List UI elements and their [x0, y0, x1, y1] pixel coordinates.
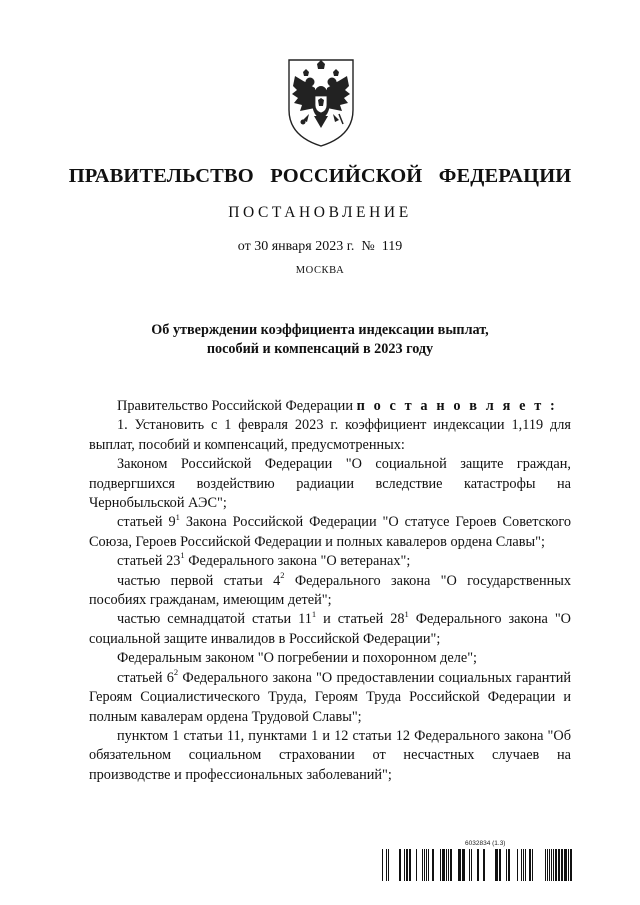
superscript: 1 — [311, 608, 317, 619]
heading-line-1: Об утверждении коэффициента индексации выплат, — [151, 322, 489, 338]
document-body — [89, 397, 571, 785]
superscript: 2 — [280, 569, 285, 580]
paragraph-6 — [89, 610, 571, 649]
russian-coat-of-arms-icon — [283, 56, 359, 148]
paragraph-1: 1. Установить с 1 февраля 2023 г. коэффициент индексации 1,119 для выплат, пособий и компенсаций, предусмотренных: — [89, 417, 571, 453]
text: статьей 6 — [117, 669, 174, 686]
resolves-word: п о с т а н о в л я е т : — [356, 398, 558, 414]
text: статьей 23 — [117, 553, 181, 570]
date-and-number: от 30 января 2023 г. № 119 — [237, 239, 403, 254]
text: Федерального закона "О предоставлении социальных гарантий Героям Социалистического Труда, Героям Труда Российской Федерации и полным кавалерам ордена Трудовой Славы"; — [89, 669, 572, 725]
document-type: ПОСТАНОВЛЕНИЕ — [228, 204, 412, 221]
paragraph-2: Законом Российской Федерации "О социальной защите граждан, подвергшихся воздействию радиации вследствие катастрофы на Чернобыльской АЭС"; — [89, 456, 571, 512]
government-title: ПРАВИТЕЛЬСТВО РОССИЙСКОЙ ФЕДЕРАЦИИ — [68, 165, 572, 187]
superscript: 1 — [175, 511, 180, 522]
barcode-icon — [382, 849, 572, 881]
text: частью первой статьи 4 — [117, 572, 281, 589]
text: Закона Российской Федерации "О статусе Героев Советского Союза, Героев Российской Федерации и полных кавалеров ордена Славы"; — [89, 514, 571, 550]
paragraph-9: пунктом 1 статьи 11, пунктами 1 и 12 статьи 12 Федерального закона "Об обязательном социальном страховании от несчастных случаев на производстве и профессиональных заболеваний"; — [89, 727, 571, 783]
heading-line-2: пособий и компенсаций в 2023 году — [206, 341, 434, 357]
preamble-text: Правительство Российской Федерации — [117, 398, 357, 414]
superscript: 2 — [173, 666, 179, 677]
superscript: 1 — [404, 608, 409, 619]
paragraph-4 — [89, 552, 571, 571]
text: статьей 9 — [117, 514, 176, 531]
paragraph-7: Федеральным законом "О погребении и похоронном деле"; — [117, 650, 478, 667]
text: Федерального закона "О социальной защите инвалидов в Российской Федерации"; — [89, 611, 571, 647]
document-heading — [0, 321, 640, 359]
paragraph-5 — [89, 569, 572, 611]
paragraph-8 — [89, 666, 572, 727]
superscript: 1 — [180, 550, 185, 561]
text: Федерального закона "О государственных пособиях гражданам, имеющим детей"; — [89, 572, 572, 609]
paragraph-3 — [89, 513, 571, 552]
text: частью семнадцатой статьи 11 — [117, 611, 312, 628]
preamble — [89, 397, 571, 416]
city: МОСКВА — [295, 265, 345, 276]
barcode-number: 6032834 (1.3) — [465, 840, 506, 847]
text: Федерального закона "О ветеранах"; — [184, 553, 411, 570]
text: и статьей 28 — [316, 611, 405, 628]
